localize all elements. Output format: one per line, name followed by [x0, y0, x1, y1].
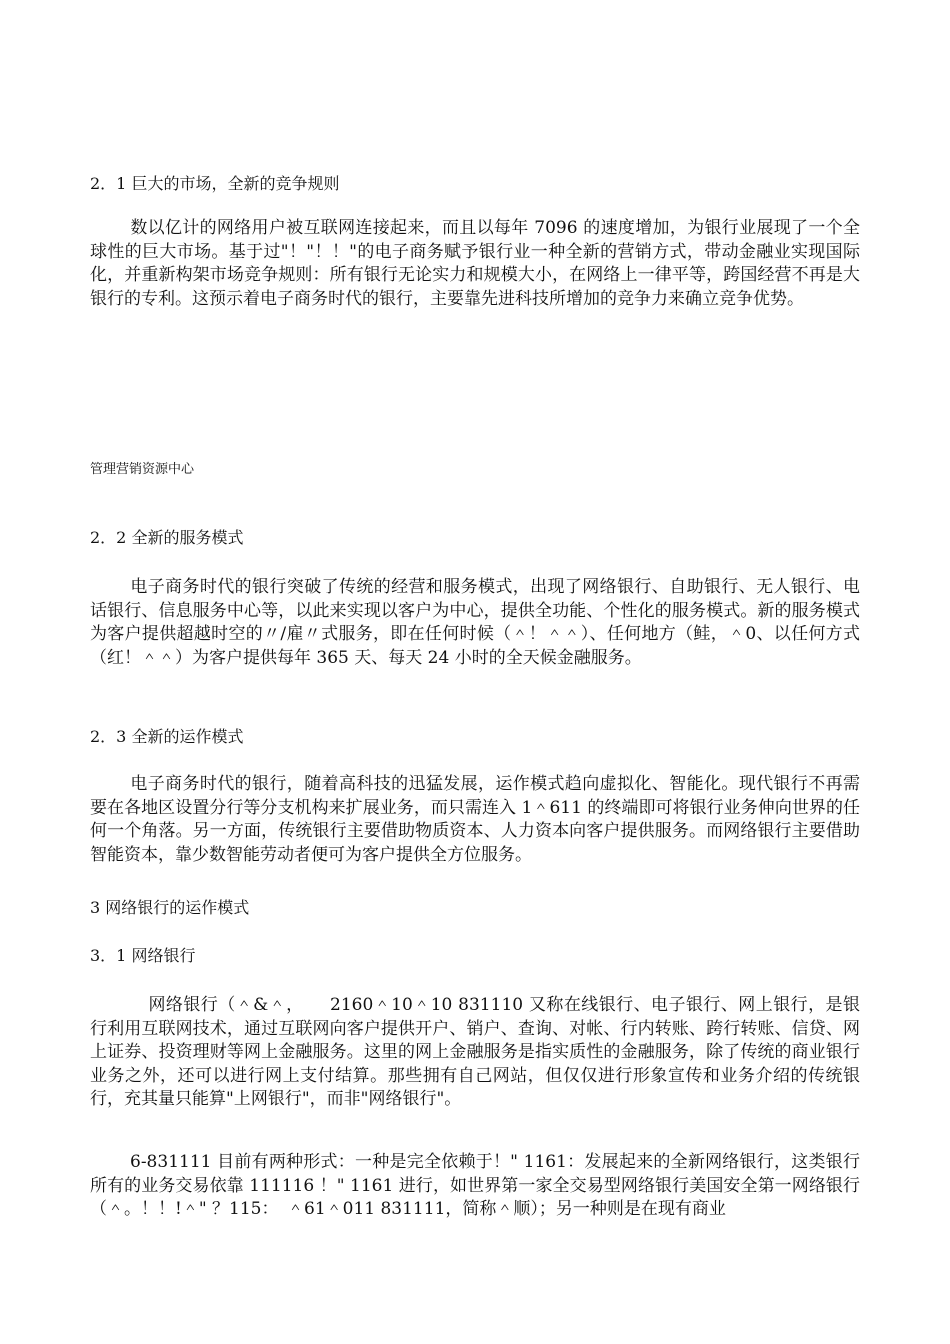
paragraph-2-1 [90, 217, 860, 311]
section-heading-3-1: 3．1 网络银行 [90, 946, 196, 965]
section-heading-3: 3 网络银行的运作模式 [90, 898, 250, 917]
paragraph-text: 电子商务时代的银行，随着高科技的迅猛发展，运作模式趋向虚拟化、智能化。现代银行不再需要在各地区设置分行等分支机构来扩展业务，而只需连入 1＾611 的终端即可将银行业务伸向世界的任何一个角落。另一方面，传统银行主要借助物质资本、人力资本向客户提供服务。而网络银行主要借助智能资本，靠少数智能劳动者便可为客户提供全方位服务。 [90, 774, 860, 865]
section-heading-2-2: 2．2 全新的服务模式 [90, 528, 244, 547]
paragraph-text: 电子商务时代的银行突破了传统的经营和服务模式，出现了网络银行、自助银行、无人银行、电话银行、信息服务中心等，以此来实现以客户为中心，提供全功能、个性化的服务模式。新的服务模式为客户提供超越时空的〃/雇〃式服务，即在任何时候（＾！＾＾）、任何地方（鲑，＾0、以任何方式（红！＾＾）为客户提供每年 365 天、每天 24 小时的全天候金融服务。 [90, 577, 860, 668]
paragraph-text: 数以亿计的网络用户被互联网连接起来，而且以每年 7096 的速度增加，为银行业展现了一个全球性的巨大市场。基于过"！"！！"的电子商务赋予银行业一种全新的营销方式，带动金融业实现国际化，并重新构架市场竞争规则：所有银行无论实力和规模大小，在网络上一律平等，跨国经营不再是大银行的专利。这预示着电子商务时代的银行，主要靠先进科技所增加的竞争力来确立竞争优势。 [90, 218, 860, 309]
paragraph-3-1-b [90, 1151, 860, 1222]
section-heading-2-3: 2．3 全新的运作模式 [90, 727, 244, 746]
paragraph-3-1-a [90, 994, 860, 1112]
section-heading-2-1: 2．1 巨大的市场，全新的竞争规则 [90, 174, 340, 193]
paragraph-2-2 [90, 576, 860, 670]
footer-label: 管理营销资源中心 [90, 462, 195, 477]
paragraph-text: 网络银行（＾&＾， 2160＾10＾10 831110 又称在线银行、电子银行、网上银行，是银行利用互联网技术，通过互联网向客户提供开户、销户、查询、对帐、行内转账、跨行转账、信贷、网上证券、投资理财等网上金融服务。这里的网上金融服务是指实质性的金融服务，除了传统的商业银行业务之外，还可以进行网上支付结算。那些拥有自己网站，但仅仅进行形象宣传和业务介绍的传统银行，充其量只能算"上网银行"，而非"网络银行"。 [90, 995, 860, 1109]
paragraph-2-3 [90, 773, 860, 867]
paragraph-text: 6-831111 目前有两种形式：一种是完全依赖于！" 1161：发展起来的全新网络银行，这类银行所有的业务交易依靠 111116 ！" 1161 进行，如世界第一家全交易型网络银行美国安全第一网络银行（＾。！！!＾" ？115： ＾61＾011 831111，简称＾顺）；另一种则是在现有商业 [90, 1152, 860, 1219]
